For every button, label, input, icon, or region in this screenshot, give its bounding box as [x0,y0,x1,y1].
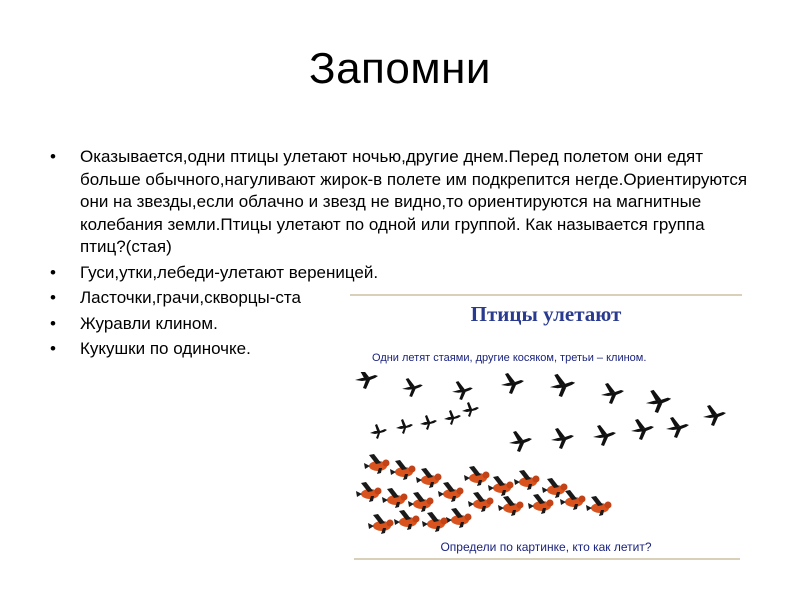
bird-icon [514,470,540,490]
bird-icon [356,482,382,502]
bullet-dot-icon: • [50,288,56,307]
bird-icon [394,510,420,530]
bird-icon [446,508,472,528]
bullet-dot-icon: • [50,339,56,358]
goose-icon [646,390,671,413]
goose-icon [396,419,413,434]
bird-icon [528,494,554,514]
goose-icon [444,410,461,425]
birds-picture [350,294,742,560]
slide-title: Запомни [309,44,491,93]
bird-icon [422,512,448,532]
goose-icon [420,415,437,430]
goose-icon [501,373,524,394]
goose-icon [509,431,532,452]
bird-icon [390,460,416,480]
goose-icon [631,419,654,440]
bullet-text: Журавли клином. [80,313,218,333]
bullet-dot-icon: • [50,313,56,333]
flying-birds-illustration [352,372,742,540]
goose-icon [550,374,575,397]
bullet-item [48,146,754,259]
bird-icon [438,482,464,502]
goose-icon [703,405,726,426]
bird-icon [382,488,408,508]
bird-icon [408,492,434,512]
picture-caption: Определи по картинке, кто как летит? [440,540,652,554]
goose-icon [402,378,423,397]
bird-icon [586,496,612,516]
bullet-text: Оказывается,одни птицы улетают ночью,другие днем.Перед полетом они едят больше обычного,нагуливают жирок-в полете им подкрепится негде.Ориентируются они на звезды,если облачно и звезд не видно,то ориентируются на магнитные колебания земли.Птицы улетают по одной или группой. Как называется группа птиц?(стая) [80,147,748,256]
goose-icon [666,417,689,438]
bullet-text: Гуси,утки,лебеди-улетают вереницей. [80,262,379,282]
picture-subtitle: Одни летят стаями, другие косяком, третьи – клином. [372,352,647,364]
bullet-dot-icon: • [50,147,56,166]
picture-divider [354,558,740,560]
goose-icon [551,428,574,449]
bird-icon [464,466,490,486]
goose-icon [462,402,479,417]
bird-icon [368,514,394,534]
bird-icon [416,468,442,488]
bird-icon [560,490,586,510]
bullet-dot-icon: • [50,262,56,282]
bird-icon [488,476,514,496]
bird-icon [542,478,568,498]
goose-icon [355,372,378,389]
goose-icon [601,383,624,404]
bullet-item [48,262,754,285]
bullet-text: Кукушки по одиночке. [80,339,251,358]
bird-icon [498,496,524,516]
bird-icon [364,454,390,474]
goose-icon [370,424,387,439]
goose-icon [452,381,473,400]
bullet-text: Ласточки,грачи,скворцы-ста [80,288,301,307]
goose-icon [593,425,616,446]
picture-title: Птицы улетают [470,302,622,326]
bird-icon [468,492,494,512]
